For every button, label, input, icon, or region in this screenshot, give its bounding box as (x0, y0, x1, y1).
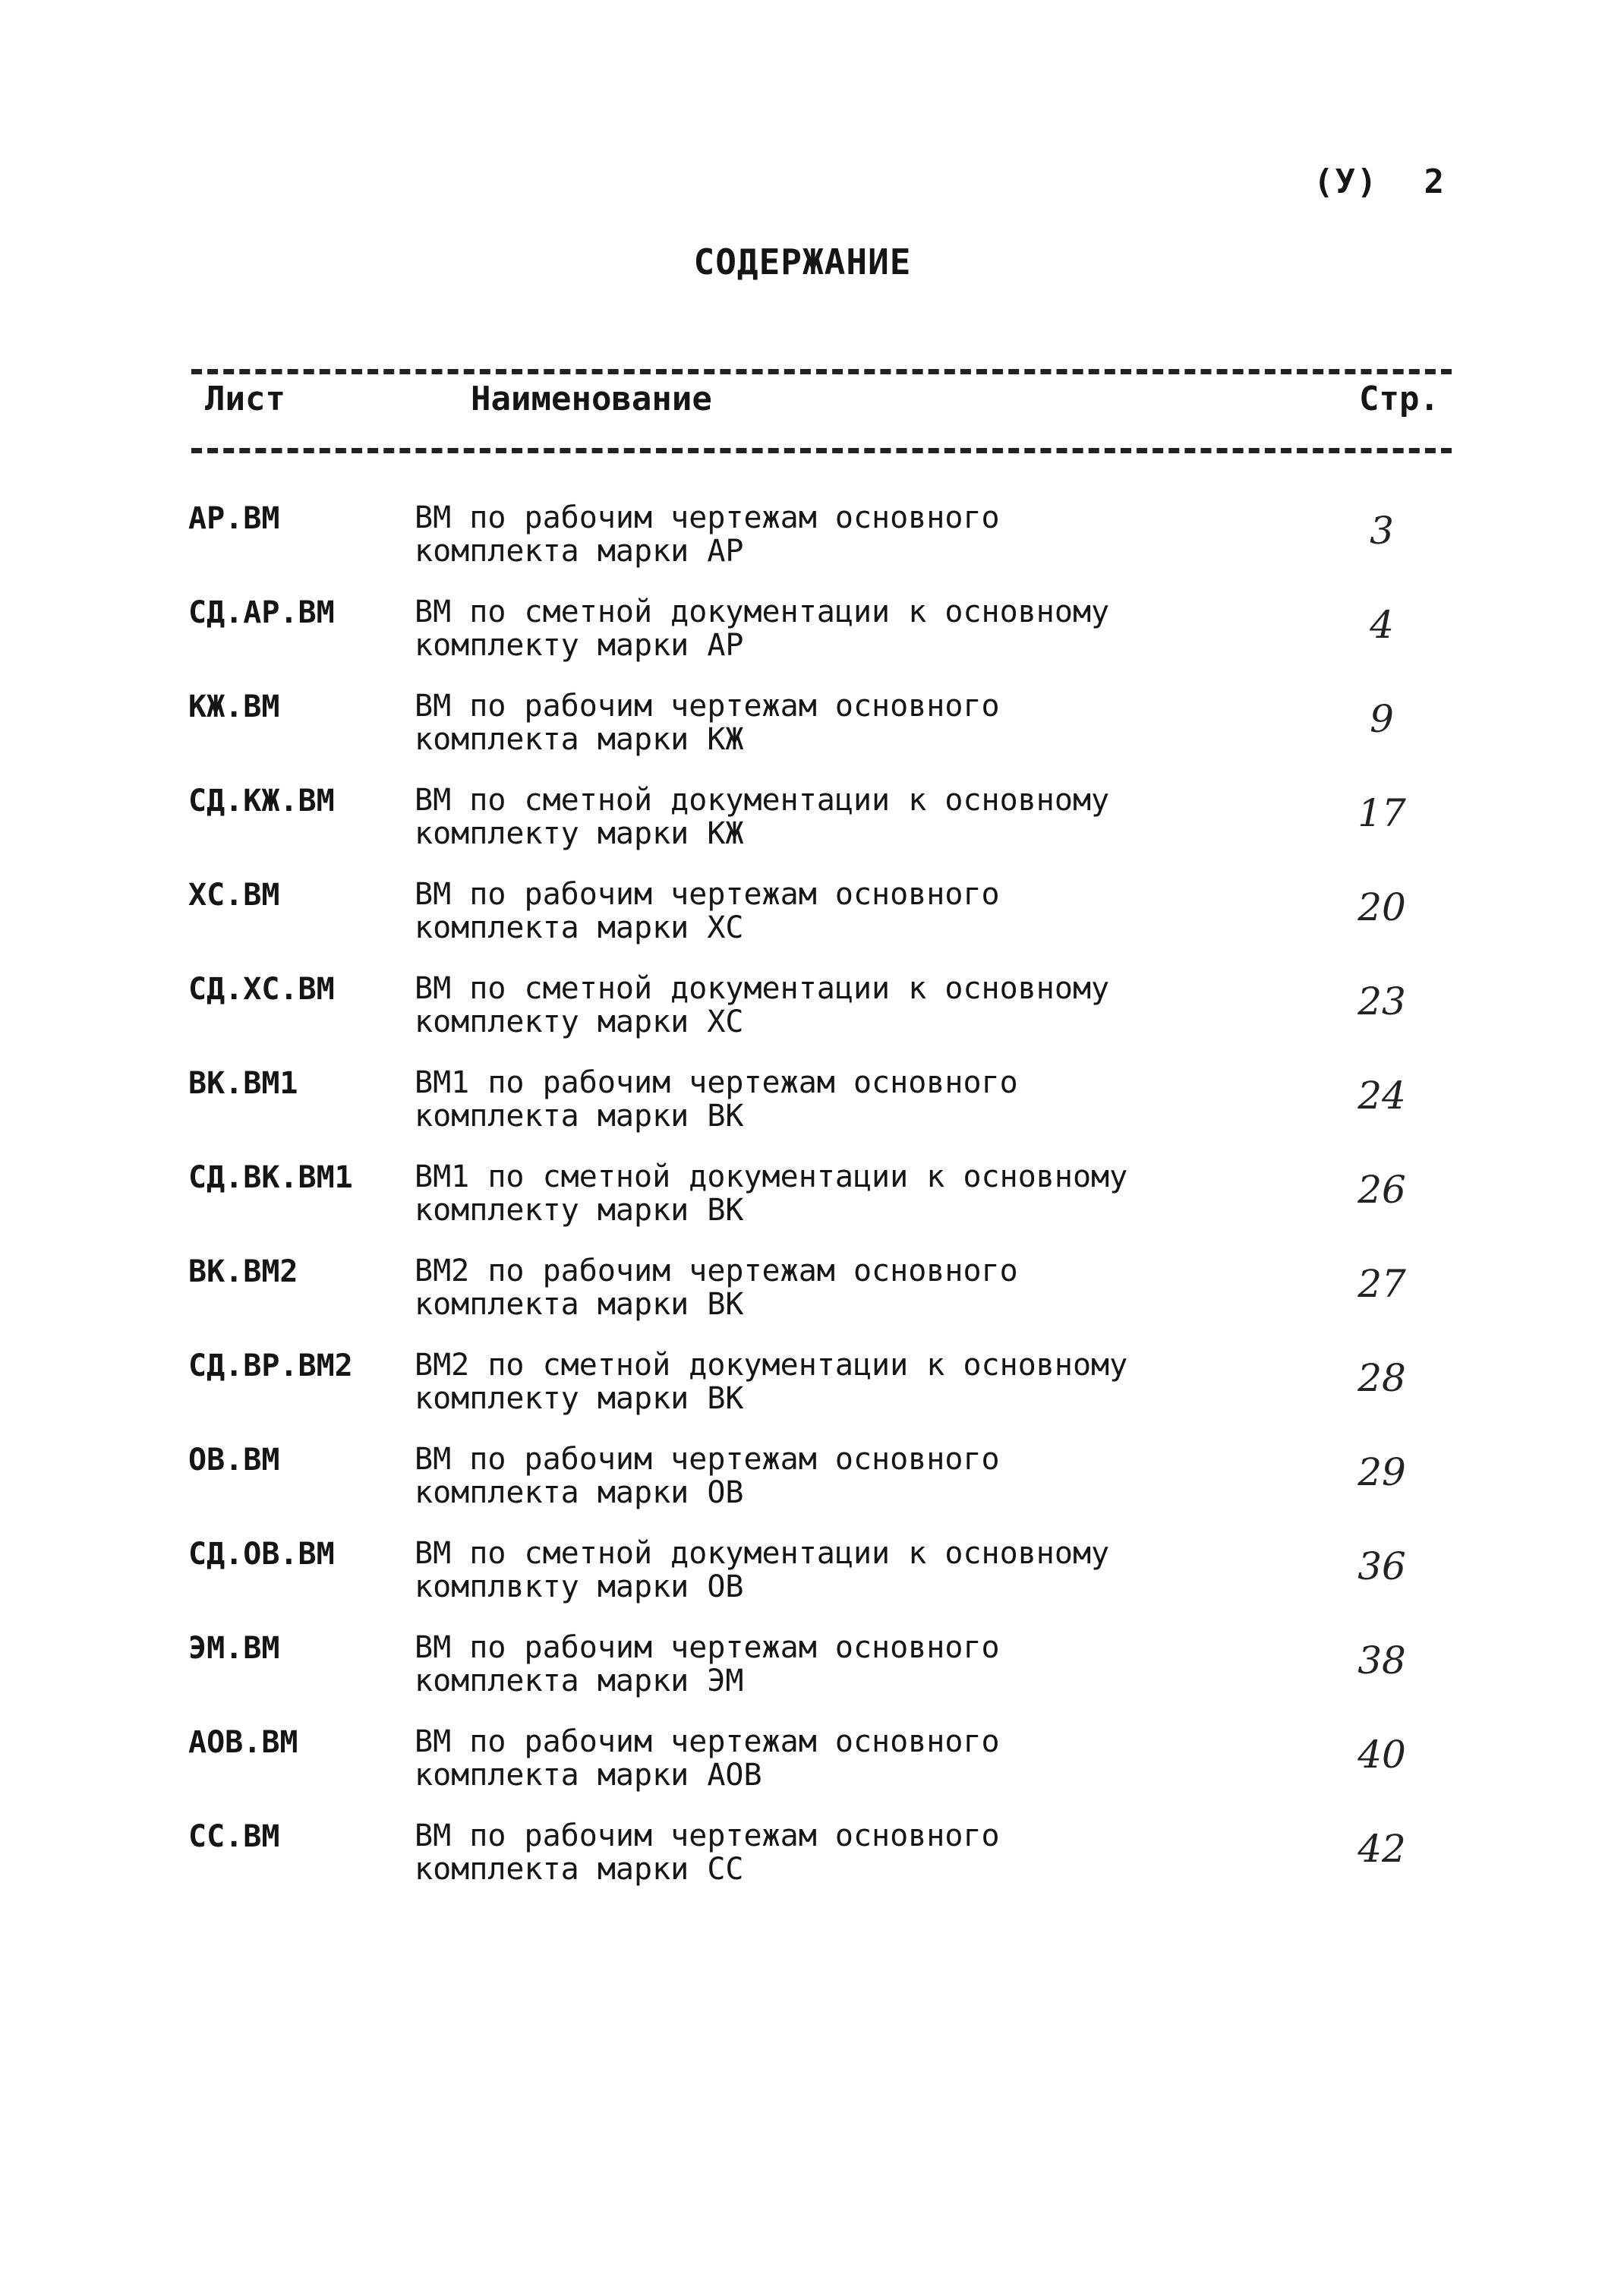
contents-row (0, 1537, 1605, 1631)
entry-name (415, 1725, 1000, 1792)
contents-row (0, 1348, 1605, 1443)
sheet-code: ВК.ВМ2 (188, 1254, 298, 1289)
contents-row (0, 878, 1605, 972)
entry-name (415, 1160, 1127, 1227)
entry-name (415, 784, 1109, 850)
entry-name (415, 1537, 1109, 1604)
page-code (1313, 162, 1446, 201)
entry-name-line1: ВМ по рабочим чертежам основного (415, 500, 1000, 535)
entry-name (415, 1631, 1000, 1698)
entry-name-line2: комплекта марки ОВ (415, 1475, 744, 1510)
entry-page: 20 (1357, 885, 1406, 929)
sheet-code: ХС.ВМ (188, 878, 280, 913)
entry-name (415, 1066, 1018, 1133)
sheet-code: СД.ВР.ВМ2 (188, 1348, 353, 1383)
contents-row (0, 501, 1605, 595)
entry-name (415, 972, 1109, 1039)
entry-name-line2: комплвкту марки ОВ (415, 1569, 744, 1604)
entry-page: 4 (1370, 603, 1394, 647)
entry-page: 40 (1357, 1733, 1406, 1777)
entry-name (415, 878, 1000, 945)
entry-name-line1: ВМ по рабочим чертежам основного (415, 689, 1000, 724)
sheet-code: СД.ВК.ВМ1 (188, 1160, 353, 1195)
entry-page: 9 (1370, 697, 1394, 741)
contents-row (0, 1254, 1605, 1348)
entry-page: 27 (1357, 1262, 1406, 1306)
entry-page: 3 (1370, 509, 1394, 553)
column-page: Стр. (1359, 380, 1439, 418)
sheet-code: СД.КЖ.ВМ (188, 784, 335, 818)
contents-row (0, 1160, 1605, 1254)
entry-page: 26 (1357, 1168, 1406, 1212)
entry-name-line1: ВМ по рабочим чертежам основного (415, 877, 1000, 912)
entry-page: 29 (1357, 1450, 1406, 1494)
sheet-code: ЭМ.ВМ (188, 1631, 280, 1666)
sheet-code: ВК.ВМ1 (188, 1066, 298, 1101)
sheet-code: АР.ВМ (188, 501, 280, 536)
contents-row (0, 1443, 1605, 1537)
page-number: 2 (1424, 162, 1446, 201)
contents-row (0, 1819, 1605, 1913)
header-top-rule (191, 369, 1452, 374)
entry-name-line1: ВМ2 по сметной документации к основному (415, 1348, 1128, 1383)
entry-page: 23 (1357, 979, 1406, 1023)
column-name: Наименование (471, 380, 712, 418)
entry-name-line1: ВМ1 по сметной документации к основному (415, 1159, 1128, 1194)
entry-page: 28 (1357, 1356, 1406, 1400)
header-bottom-rule (191, 448, 1452, 453)
entry-name-line2: комплекта марки ХС (415, 910, 744, 945)
entry-name (415, 1254, 1018, 1321)
entry-name-line2: комплекта марки АР (415, 534, 744, 569)
sheet-code: ОВ.ВМ (188, 1443, 280, 1478)
entry-name (415, 595, 1109, 662)
entry-name-line1: ВМ по рабочим чертежам основного (415, 1724, 1000, 1759)
contents-row (0, 972, 1605, 1066)
entry-name-line1: ВМ по рабочим чертежам основного (415, 1630, 1000, 1665)
entry-name (415, 1443, 1000, 1509)
entry-name-line2: комплекту марки ВК (415, 1381, 744, 1416)
sheet-code: СД.ХС.ВМ (188, 972, 335, 1007)
entry-name-line1: ВМ по сметной документации к основному (415, 594, 1110, 629)
sheet-code: КЖ.ВМ (188, 689, 280, 724)
entry-name (415, 501, 1000, 568)
contents-row (0, 1725, 1605, 1819)
entry-name (415, 1348, 1127, 1415)
entry-name-line2: комплекта марки КЖ (415, 722, 744, 757)
sheet-code: СС.ВМ (188, 1819, 280, 1854)
entry-page: 36 (1357, 1544, 1406, 1588)
entry-name-line1: ВМ1 по рабочим чертежам основного (415, 1065, 1018, 1100)
entry-name-line1: ВМ по рабочим чертежам основного (415, 1442, 1000, 1477)
entry-name (415, 689, 1000, 756)
entry-name-line1: ВМ2 по рабочим чертежам основного (415, 1254, 1018, 1288)
entry-name-line2: комплекту марки ВК (415, 1193, 744, 1228)
sheet-code: АОВ.ВМ (188, 1725, 298, 1760)
contents-row (0, 1631, 1605, 1725)
entry-name-line2: комплекта марки ВК (415, 1287, 744, 1322)
sheet-code: СД.ОВ.ВМ (188, 1537, 335, 1572)
entry-name-line2: комплекта марки СС (415, 1852, 744, 1887)
contents-row (0, 689, 1605, 784)
contents-row (0, 595, 1605, 689)
entry-name-line2: комплекта марки ВК (415, 1099, 744, 1134)
entry-name-line2: комплекту марки ХС (415, 1004, 744, 1039)
entry-name-line2: комплекту марки КЖ (415, 816, 744, 851)
page-code-mark: (У) (1313, 162, 1379, 201)
contents-row (0, 784, 1605, 878)
entry-page: 38 (1357, 1638, 1406, 1683)
entry-page: 42 (1357, 1827, 1406, 1871)
entry-name-line1: ВМ по сметной документации к основному (415, 971, 1110, 1006)
entry-name-line1: ВМ по рабочим чертежам основного (415, 1818, 1000, 1853)
entry-page: 24 (1357, 1074, 1406, 1118)
column-sheet: Лист (205, 380, 285, 418)
sheet-code: СД.АР.ВМ (188, 595, 335, 630)
entry-name-line2: комплекту марки АР (415, 628, 744, 663)
contents-row (0, 1066, 1605, 1160)
entry-name-line2: комплекта марки ЭМ (415, 1664, 744, 1698)
entry-name-line1: ВМ по сметной документации к основному (415, 783, 1110, 818)
document-title: СОДЕРЖАНИЕ (693, 241, 912, 282)
entry-name (415, 1819, 1000, 1886)
entry-page: 17 (1357, 791, 1406, 835)
entry-name-line2: комплекта марки АОВ (415, 1758, 762, 1793)
entry-name-line1: ВМ по сметной документации к основному (415, 1536, 1110, 1571)
